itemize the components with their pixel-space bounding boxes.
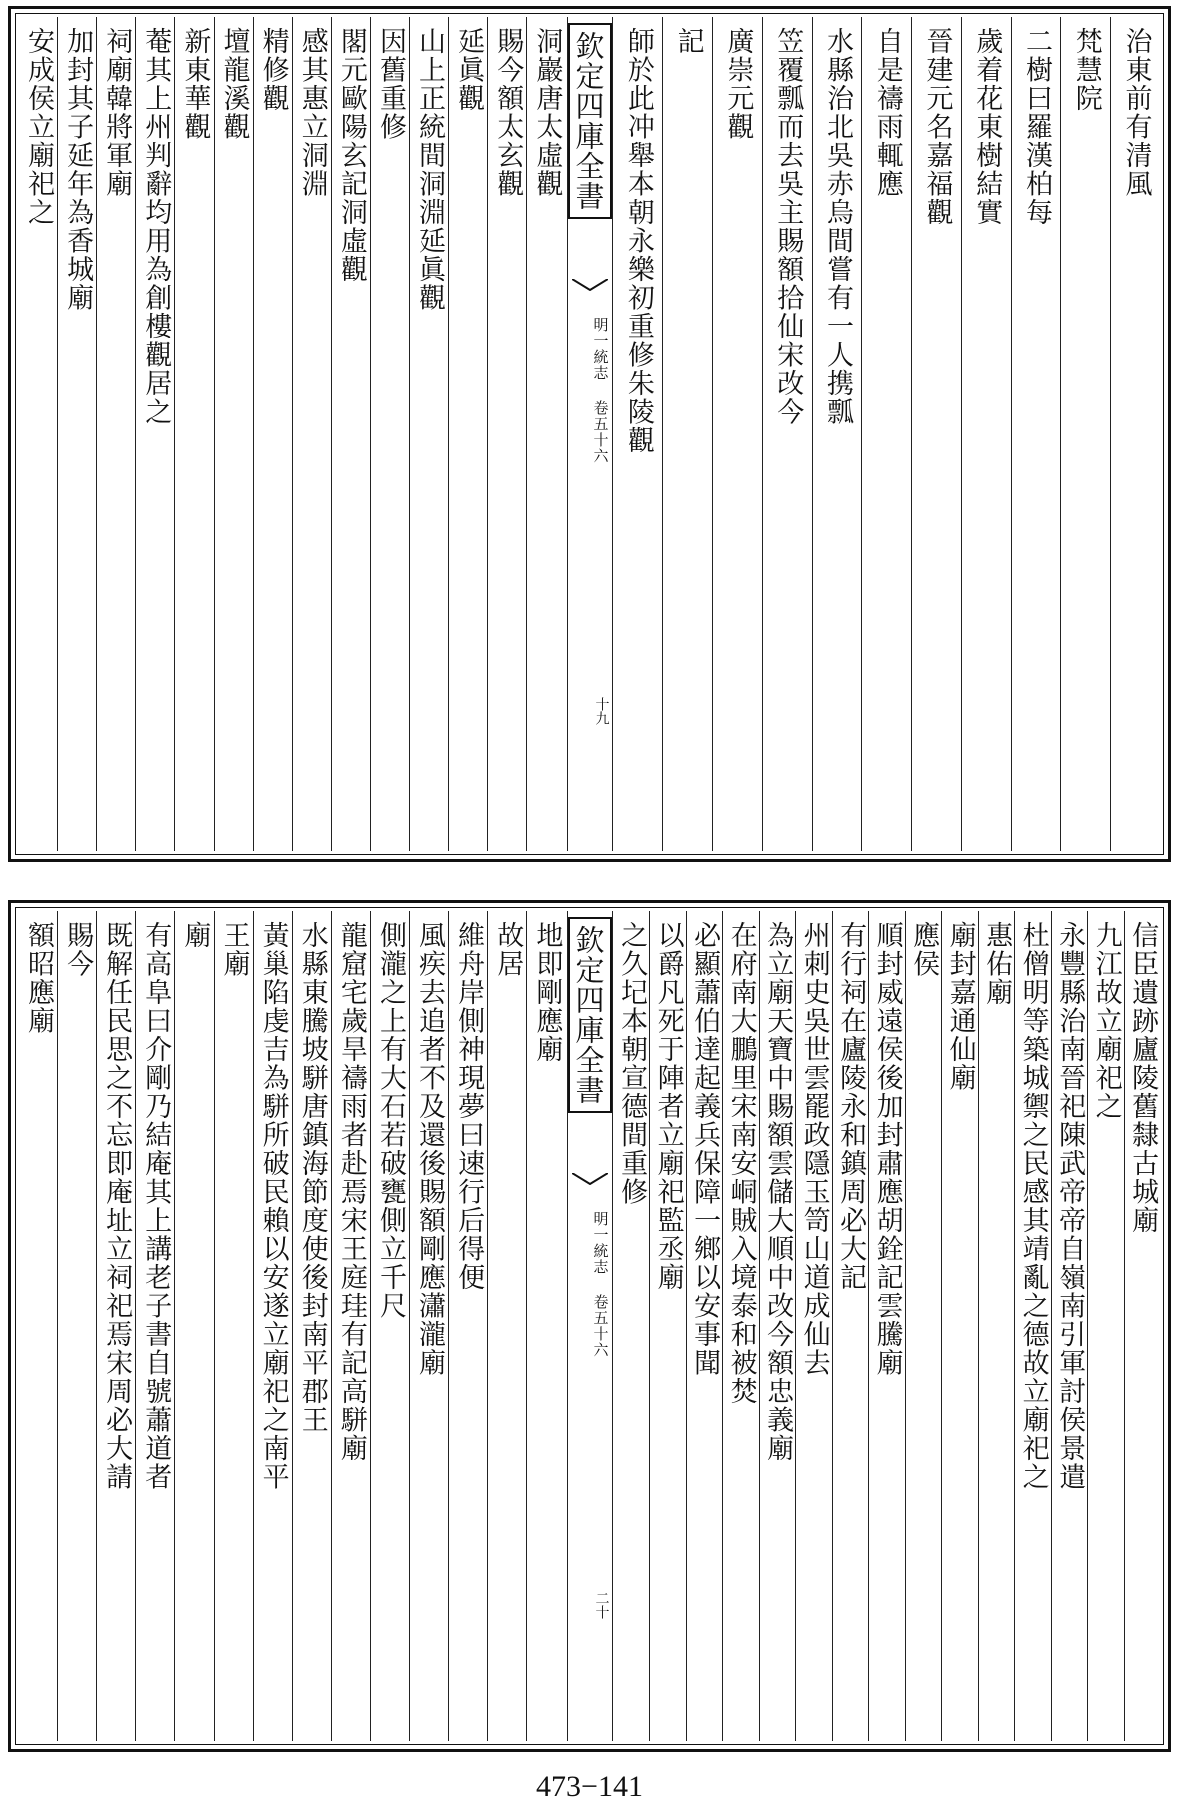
bottom-right-column [1124, 911, 1161, 1741]
text-segment: 山上正統間 [414, 27, 446, 170]
top-left-column-text [61, 27, 93, 851]
top-right-column-text [771, 27, 803, 851]
bottom-right-column [978, 911, 1015, 1741]
bottom-left-column [487, 911, 526, 1741]
text-segment: 額 [22, 921, 54, 950]
bottom-right-column-text [1053, 921, 1085, 1741]
text-segment: 晉建元名 [921, 27, 953, 141]
text-segment: 廣 [722, 27, 754, 56]
text-segment: 故居 [492, 921, 524, 978]
text-segment: 歲着花東樹結實 [971, 27, 1003, 227]
text-segment: 順封威遠侯後加封肅應胡銓記 [871, 921, 903, 1292]
bottom-left-column-text [452, 921, 484, 1741]
bottom-right-column-text [615, 921, 647, 1741]
bottom-left-column [448, 911, 487, 1741]
text-segment: 安成侯立廟祀之 [22, 27, 54, 227]
bottom-left-column-text [139, 921, 171, 1741]
text-segment: 信臣遺跡廬陵舊隸 [1127, 921, 1159, 1149]
bottom-right-column [941, 911, 978, 1741]
top-chapter-label: 明一統志 [591, 317, 610, 381]
bottom-right-column [722, 911, 759, 1741]
top-right-column-text [672, 27, 704, 851]
bottom-right-column-text [1090, 921, 1122, 1741]
text-segment: 忠義廟 [762, 1377, 794, 1463]
bottom-fish-tail-icon [572, 1173, 608, 1185]
text-segment: 嘉福觀 [921, 141, 953, 227]
bottom-right-column-text [907, 921, 939, 1741]
text-segment: 賜今額 [492, 27, 524, 113]
bottom-left-column [331, 911, 370, 1741]
footer-page-number: 473−141 [536, 1770, 643, 1803]
top-left-column-text [296, 27, 328, 851]
bottom-right-column [1051, 911, 1088, 1741]
top-right-column [911, 17, 961, 851]
bottom-right-column-text [761, 921, 793, 1741]
bottom-left-column [526, 911, 565, 1741]
text-segment: 因舊重修 [374, 27, 406, 141]
bottom-left-column [174, 911, 213, 1741]
text-segment: 香城廟 [62, 226, 94, 312]
text-segment: 龍溪觀 [218, 55, 250, 141]
text-segment: 祠廟 [101, 27, 133, 84]
text-segment: 賜今 [62, 921, 94, 978]
text-segment: 朱陵觀 [622, 369, 654, 455]
top-left-column-text [413, 27, 445, 851]
text-segment: 黃巢陷虔吉為駢所破民賴以安遂立廟祀之 [257, 921, 289, 1434]
text-segment: 南平 [257, 1434, 289, 1491]
bottom-left-column-text [335, 921, 367, 1741]
bottom-left-column [253, 911, 292, 1741]
top-left-column [253, 17, 292, 851]
text-segment: 地即 [531, 921, 563, 978]
bottom-right-column [614, 911, 650, 1741]
text-segment: 杜僧明等築城禦之民感其靖亂之德故立廟祀之 [1017, 921, 1049, 1491]
text-segment: 延眞觀 [453, 27, 485, 113]
top-left-column [57, 17, 96, 851]
text-segment: 剛應廟 [531, 978, 563, 1064]
top-left-column [448, 17, 487, 851]
bottom-left-half [19, 911, 566, 1741]
text-segment: 二樹曰羅漢柏每 [1021, 27, 1053, 227]
top-right-column [614, 17, 663, 851]
top-right-column-text [722, 27, 754, 851]
text-segment: 笠覆瓢而去吳主賜額拾仙宋改今 [772, 27, 804, 426]
top-left-column [214, 17, 253, 851]
bottom-right-column [759, 911, 796, 1741]
text-segment: 水縣東騰坡駢唐鎮海節度使後封南平郡王 [296, 921, 328, 1434]
text-segment: 維舟岸側神現夢曰速行后得便 [453, 921, 485, 1292]
text-segment: 必顯蕭伯達起義兵保障一鄉以安事聞 [689, 921, 721, 1377]
top-left-column [409, 17, 448, 851]
text-segment: 洞虛觀 [335, 198, 367, 284]
top-left-column [331, 17, 370, 851]
bottom-left-column-text [257, 921, 289, 1741]
bottom-right-column [795, 911, 832, 1741]
bottom-left-column-text [218, 921, 250, 1741]
text-segment: 洞淵 [296, 141, 328, 198]
top-right-column-text [921, 27, 953, 851]
text-segment: 之久圮本朝宣德間重修 [616, 921, 648, 1206]
text-segment: 洞巖唐 [531, 27, 563, 113]
text-segment: 應侯 [908, 921, 940, 978]
top-columns [19, 17, 1160, 851]
bottom-left-column [370, 911, 409, 1741]
top-right-column [861, 17, 911, 851]
bottom-left-column [292, 911, 331, 1741]
text-segment: 九江故立廟祀之 [1090, 921, 1122, 1121]
bottom-left-column-text [531, 921, 563, 1741]
top-right-column [1011, 17, 1061, 851]
text-segment: 太玄觀 [492, 112, 524, 198]
top-right-column-text [1020, 27, 1052, 851]
top-left-column [19, 17, 57, 851]
bottom-right-column-text [798, 921, 830, 1741]
top-left-column [174, 17, 213, 851]
text-segment: 為立廟天寶中賜額雲儲大順中改今額 [762, 921, 794, 1377]
top-right-half [614, 17, 1161, 851]
bottom-left-column [409, 911, 448, 1741]
top-left-column-text [452, 27, 484, 851]
text-segment: 崇元觀 [722, 55, 754, 141]
text-segment: 記 [672, 27, 704, 56]
text-segment: 水縣治北吳赤烏間嘗有一人携瓢 [821, 27, 853, 426]
text-segment: 有行祠在廬陵永和鎮周必大記 [835, 921, 867, 1292]
top-right-column [662, 17, 712, 851]
bottom-right-column-text [652, 921, 684, 1741]
top-left-half [19, 17, 566, 851]
top-right-column-text [1070, 27, 1102, 851]
text-segment: 梵慧院 [1070, 27, 1102, 113]
bottom-right-column [868, 911, 905, 1741]
text-segment: 廟封嘉 [944, 921, 976, 1007]
top-left-column-text [22, 27, 54, 851]
bottom-right-column [832, 911, 869, 1741]
text-segment: 古城廟 [1127, 1149, 1159, 1235]
bottom-left-column [135, 911, 174, 1741]
bottom-right-column-text [725, 921, 757, 1741]
bottom-page-number: 二十 [593, 1591, 610, 1619]
text-segment: 以爵凡死于陣者立廟祀 [652, 921, 684, 1206]
text-segment: 新 [179, 27, 211, 56]
text-segment: 風疾去追者不及還後賜額剛應 [414, 921, 446, 1292]
bottom-right-column-text [688, 921, 720, 1741]
top-right-column [1060, 17, 1110, 851]
top-left-column-text [218, 27, 250, 851]
text-segment: 治東前有清風 [1120, 27, 1152, 198]
text-segment: 永豐縣治南晉祀陳武帝帝自嶺南引軍討侯景遣 [1054, 921, 1086, 1491]
text-segment: 加封其子延年為 [62, 27, 94, 227]
page-top [8, 6, 1171, 862]
bottom-volume-label [568, 1211, 612, 1358]
top-left-column-text [491, 27, 523, 851]
bottom-left-column [214, 911, 253, 1741]
top-right-column-text [1120, 27, 1152, 851]
bottom-volume-number: 卷五十六 [591, 1294, 610, 1358]
top-left-column-text [100, 27, 132, 851]
text-segment: 龍窟宅歲旱禱雨者赴焉宋王庭珪有記 [335, 921, 367, 1377]
top-left-column-text [335, 27, 367, 851]
bottom-left-column-text [100, 921, 132, 1741]
bottom-right-half [614, 911, 1161, 1741]
text-segment: 昭應廟 [22, 949, 54, 1035]
top-left-column [292, 17, 331, 851]
bottom-center-spine [567, 911, 613, 1741]
text-segment: 王廟 [218, 921, 250, 978]
text-segment: 太虛觀 [531, 112, 563, 198]
bottom-left-column-text [179, 921, 211, 1741]
bottom-right-column [1087, 911, 1124, 1741]
bottom-chapter-label: 明一統志 [591, 1211, 610, 1275]
text-segment: 洞淵延眞觀 [414, 169, 446, 312]
text-segment: 州刺史吳世雲罷政隱玉笥山道成仙去 [798, 921, 830, 1377]
bottom-right-column [905, 911, 942, 1741]
bottom-left-column-text [296, 921, 328, 1741]
bottom-right-column-text [944, 921, 976, 1741]
top-right-column-text [622, 27, 654, 851]
top-right-column [762, 17, 812, 851]
top-right-column-text [970, 27, 1002, 851]
text-segment: 師於此冲舉本朝永樂初重修 [622, 27, 654, 369]
bottom-left-column [57, 911, 96, 1741]
text-segment: 閣元歐陽玄記 [335, 27, 367, 198]
bottom-left-column [96, 911, 135, 1741]
bottom-left-column-text [22, 921, 54, 1741]
bottom-right-column-text [1017, 921, 1049, 1741]
top-right-column [812, 17, 862, 851]
top-left-column-text [531, 27, 563, 851]
text-segment: 廟 [179, 921, 211, 950]
bottom-left-column-text [491, 921, 523, 1741]
top-right-column [1110, 17, 1160, 851]
bottom-book-title: 欽定四庫全書 [568, 917, 612, 1113]
bottom-right-column-text [980, 921, 1012, 1741]
text-segment: 精修觀 [257, 27, 289, 113]
text-segment: 有高阜曰介剛乃結庵其上講老子書自號蕭道者 [140, 921, 172, 1491]
top-right-column [712, 17, 762, 851]
top-left-column [96, 17, 135, 851]
top-right-column [961, 17, 1011, 851]
text-segment: 高駢廟 [335, 1377, 367, 1463]
text-segment: 在府南大鵬里宋南安峒賊入境泰和被焚 [725, 921, 757, 1406]
top-left-column-text [139, 27, 171, 851]
bottom-right-column [686, 911, 723, 1741]
top-fish-tail-icon [572, 279, 608, 291]
text-segment: 東華觀 [179, 55, 211, 141]
top-left-column-text [257, 27, 289, 851]
bottom-left-column-text [374, 921, 406, 1741]
bottom-left-column [19, 911, 57, 1741]
bottom-right-column-text [1126, 921, 1158, 1741]
text-segment: 感其惠立 [296, 27, 328, 141]
bottom-left-column-text [413, 921, 445, 1741]
bottom-right-column-text [834, 921, 866, 1741]
bottom-right-column [1014, 911, 1051, 1741]
top-left-column-text [374, 27, 406, 851]
top-left-column [526, 17, 565, 851]
top-left-column [135, 17, 174, 851]
top-right-column-text [871, 27, 903, 851]
top-left-column [487, 17, 526, 851]
page-bottom [8, 900, 1171, 1752]
top-left-column-text [179, 27, 211, 851]
top-right-column-text [821, 27, 853, 851]
top-left-column [370, 17, 409, 851]
text-segment: 韓將軍廟 [101, 84, 133, 198]
text-segment: 雲騰廟 [871, 1291, 903, 1377]
top-book-title: 欽定四庫全書 [568, 23, 612, 219]
top-center-spine [567, 17, 613, 851]
bottom-left-column-text [61, 921, 93, 1741]
top-volume-label [568, 317, 612, 464]
bottom-columns [19, 911, 1160, 1741]
top-volume-number: 卷五十六 [591, 400, 610, 464]
text-segment: 瀟瀧廟 [414, 1291, 446, 1377]
text-segment: 監丞廟 [652, 1206, 684, 1292]
text-segment: 自是禱雨輒應 [871, 27, 903, 198]
bottom-right-column [649, 911, 686, 1741]
text-segment: 既解任民思之不忘即庵址立祠祀焉宋周必大請 [101, 921, 133, 1491]
top-page-number: 十九 [593, 697, 610, 725]
bottom-right-column-text [871, 921, 903, 1741]
text-segment: 壇 [218, 27, 250, 56]
text-segment: 側瀧之上有大石若破甕側立千尺 [374, 921, 406, 1320]
text-segment: 菴其上州判辭均用為創樓觀居之 [140, 27, 172, 426]
text-segment: 惠佑廟 [981, 921, 1013, 1007]
text-segment: 通仙廟 [944, 1006, 976, 1092]
